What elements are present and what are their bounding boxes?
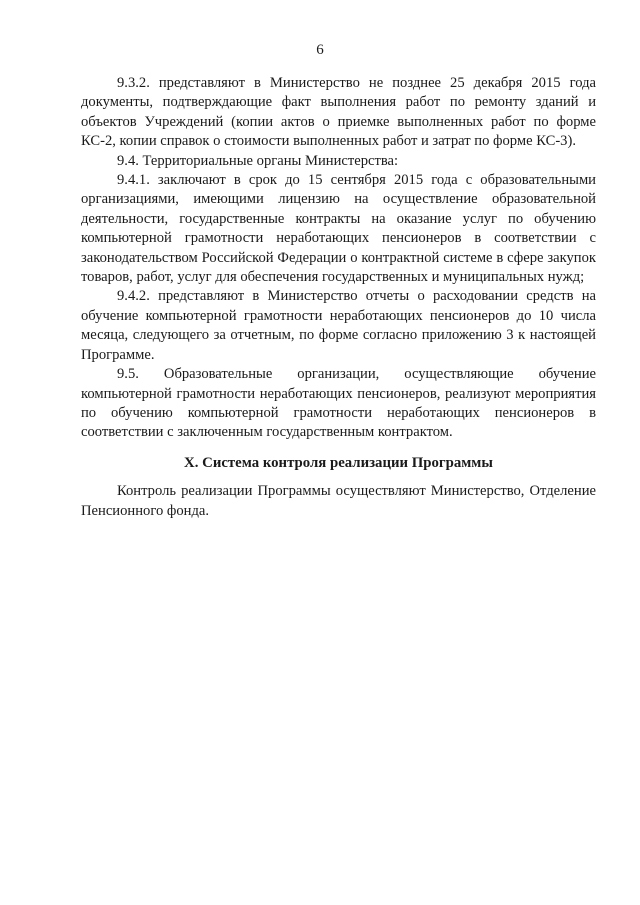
paragraph-9-4: 9.4. Территориальные органы Министерства: (117, 152, 399, 169)
section-heading: X. Система контроля реализации Программы (184, 454, 493, 471)
page-number: 6 (316, 42, 324, 58)
paragraph-9-3-2: 9.3.2. представляют в Министерство не позднее 25 декабря 2015 года документы, подтверждающие факт выполнения работ по ремонту зданий и объектов Учреждений (копии актов о приемке выполненных работ по форме КС-2, копии справок о стоимости выполненных работ и затрат по форме КС-3). (81, 75, 596, 150)
document-body (81, 74, 596, 521)
paragraph-9-4-1: 9.4.1. заключают в срок до 15 сентября 2015 года с образовательными организациями, имеющими лицензию на осуществление образовательной деятельности, государственные контракты на оказание услуг по обучению компьютерной грамотности неработающих пенсионеров в соответствии с законодательством Российской Федерации о контрактной системе в сфере закупок товаров, работ, услуг для обеспечения государственных и муниципальных нужд; (81, 172, 596, 286)
paragraph-control: Контроль реализации Программы осуществляют Министерство, Отделение Пенсионного фонда. (81, 483, 596, 519)
paragraph-9-5: 9.5. Образовательные организации, осуществляющие обучение компьютерной грамотности неработающих пенсионеров, реализуют мероприятия по обучению компьютерной грамотности неработающих пенсионеров в соответствии с заключенным государственным контрактом. (81, 366, 596, 441)
paragraph-9-4-2: 9.4.2. представляют в Министерство отчеты о расходовании средств на обучение компьютерной грамотности неработающих пенсионеров до 10 числа месяца, следующего за отчетным, по форме согласно приложению 3 к настоящей Программе. (81, 288, 596, 363)
